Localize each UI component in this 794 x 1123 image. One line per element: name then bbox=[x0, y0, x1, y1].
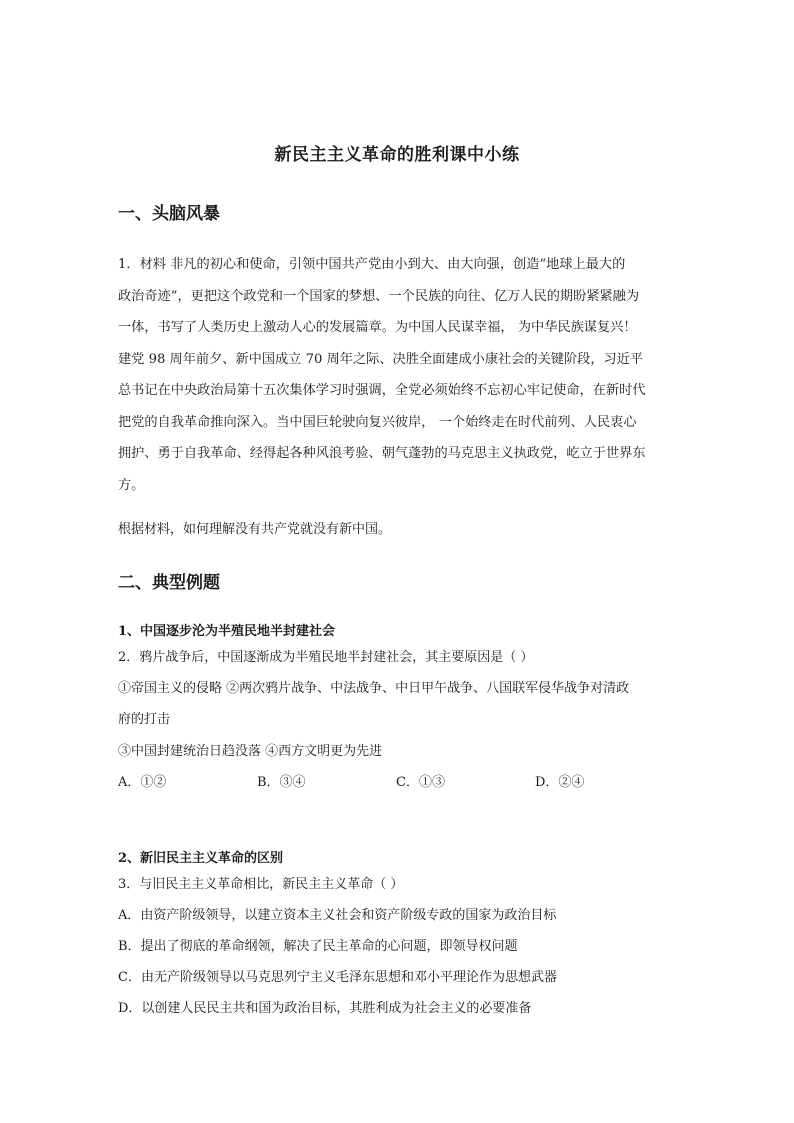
option-b: B．③④ bbox=[257, 775, 306, 790]
material-line: 1．材料 非凡的初心和使命，引领中国共产党由小到大、由大向强，创造“地球上最大的 bbox=[118, 257, 626, 272]
material-line: 建党 98 周年前夕、新中国成立 70 周年之际、决胜全面建成小康社会的关键阶段，习近平 bbox=[118, 351, 644, 367]
question-3-stem: 3．与旧民主主义革命相比，新民主主义革命（ ） bbox=[118, 877, 404, 892]
material-line: 方。 bbox=[118, 477, 145, 493]
option-c: C．①③ bbox=[396, 775, 445, 790]
question-3-option-a: A．由资产阶级领导，以建立资本主义社会和资产阶级专政的国家为政治目标 bbox=[118, 908, 557, 923]
section-heading-brainstorm: 一、头脑风暴 bbox=[118, 204, 220, 224]
question-2-stem: 2．鸦片战争后，中国逐渐成为半殖民地半封建社会，其主要原因是（ ） bbox=[118, 650, 534, 665]
question-1-prompt: 根据材料，如何理解没有共产党就没有新中国。 bbox=[118, 522, 392, 537]
question-3-option-d: D．以创建人民民主共和国为政治目标，其胜利成为社会主义的必要准备 bbox=[118, 1001, 532, 1016]
question-2-statement: 府的打击 bbox=[118, 712, 171, 727]
topic-heading-1: 1、中国逐步沦为半殖民地半封建社会 bbox=[118, 624, 336, 639]
material-line: 总书记在中央政治局第十五次集体学习时强调，全党必须始终不忘初心牢记使命，在新时代 bbox=[118, 383, 646, 398]
material-line: 一体，书写了人类历史上激动人心的发展篇章。为中国人民谋幸福， 为中华民族谋复兴！ bbox=[118, 320, 637, 335]
option-d: D．②④ bbox=[535, 775, 585, 790]
question-3-option-c: C．由无产阶级领导以马克思列宁主义毛泽东思想和邓小平理论作为思想武器 bbox=[118, 970, 557, 985]
question-2-statement: ③中国封建统治日趋没落 ④西方文明更为先进 bbox=[118, 744, 383, 759]
question-3-option-b: B．提出了彻底的革命纲领，解决了民主革命的心问题，即领导权问题 bbox=[118, 939, 518, 954]
material-line: 拥护、勇于自我革命、经得起各种风浪考验、朝气蓬勃的马克思主义执政党，屹立于世界东 bbox=[118, 446, 646, 461]
material-paragraph bbox=[118, 249, 678, 501]
section-heading-examples: 二、典型例题 bbox=[118, 573, 220, 593]
topic-heading-2: 2、新旧民主主义革命的区别 bbox=[118, 851, 284, 866]
material-line: 把党的自我革命推向深入。当中国巨轮驶向复兴彼岸， 一个始终走在时代前列、人民衷心 bbox=[118, 414, 637, 430]
option-a: A．①② bbox=[118, 775, 167, 790]
document-title: 新民主主义革命的胜利课中小练 bbox=[274, 145, 520, 165]
question-2-statement: ①帝国主义的侵略 ②两次鸦片战争、中法战争、中日甲午战争、八国联军侵华战争对清政 bbox=[118, 681, 630, 696]
material-line: 政治奇迹”，更把这个政党和一个国家的梦想、一个民族的向往、亿万人民的期盼紧紧融为 bbox=[118, 288, 640, 304]
